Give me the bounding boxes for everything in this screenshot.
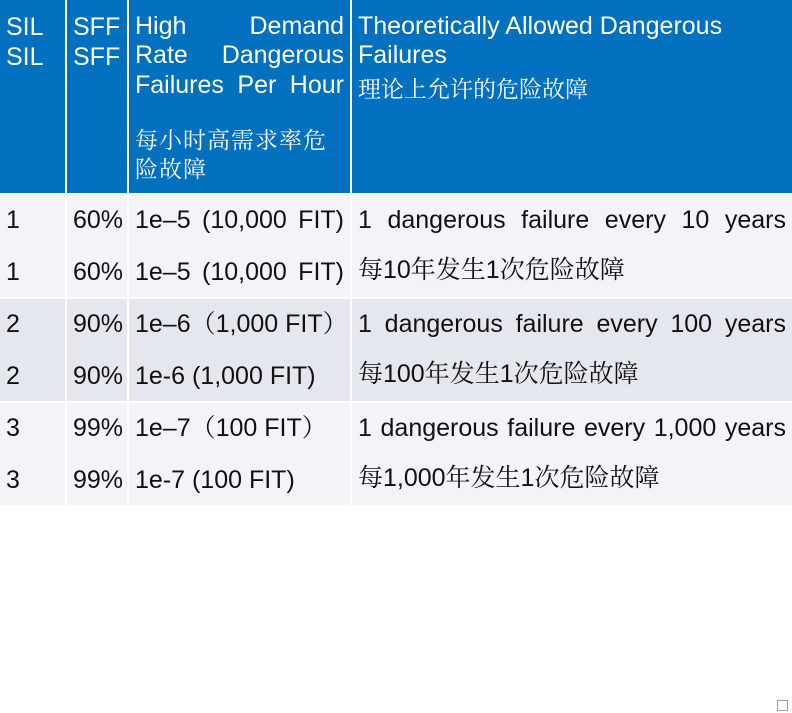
column-header-sff-en: SFF xyxy=(73,13,121,41)
cell-sil xyxy=(0,298,66,402)
cell-allowed xyxy=(351,402,792,506)
column-header-rate-en: High Demand Rate Dangerous Failures Per Hour xyxy=(135,12,344,99)
cell-allowed-zh: 每1,000年发生1次危险故障 xyxy=(358,464,660,493)
column-header-sil xyxy=(0,0,66,194)
cell-sil-line2: 3 xyxy=(6,466,20,495)
cell-allowed-en: 1 dangerous failure every 10 years xyxy=(358,206,786,235)
cell-rate-line2: 1e-6 (1,000 FIT) xyxy=(135,362,316,391)
column-header-sil-zh: SIL xyxy=(6,43,44,71)
cell-sff xyxy=(66,402,128,506)
column-header-allowed xyxy=(351,0,792,194)
cell-rate-line1: 1e–5 (10,000 FIT) xyxy=(135,206,344,235)
column-header-allowed-zh: 理论上允许的危险故障 xyxy=(358,75,588,102)
cell-sff-line1: 60% xyxy=(73,206,124,235)
cell-sff-line1: 99% xyxy=(73,414,124,443)
cell-rate-line1: 1e–6（1,000 FIT） xyxy=(135,310,348,339)
cell-allowed xyxy=(351,298,792,402)
column-header-allowed-en: Theoretically Allowed Dangerous Failures xyxy=(358,12,723,70)
cell-allowed-en: 1 dangerous failure every 100 years xyxy=(358,310,786,339)
cell-rate-line2: 1e–5 (10,000 FIT) xyxy=(135,258,344,287)
cell-sil xyxy=(0,194,66,298)
cell-sil xyxy=(0,402,66,506)
cell-allowed-en: 1 dangerous failure every 1,000 years xyxy=(358,414,786,443)
cell-rate xyxy=(128,298,351,402)
cell-rate xyxy=(128,194,351,298)
cell-allowed-zh: 每10年发生1次危险故障 xyxy=(358,256,625,285)
cell-allowed-zh: 每100年发生1次危险故障 xyxy=(358,360,639,389)
table-header xyxy=(0,0,792,194)
table-header-row xyxy=(0,0,792,194)
cell-sff-line2: 60% xyxy=(73,258,124,287)
cell-sff xyxy=(66,194,128,298)
column-header-sff xyxy=(66,0,128,194)
table-row xyxy=(0,194,792,298)
column-header-sff-zh: SFF xyxy=(73,43,121,71)
cell-sil-line2: 1 xyxy=(6,258,20,287)
cell-rate-line2: 1e-7 (100 FIT) xyxy=(135,466,295,495)
cell-sff xyxy=(66,298,128,402)
cell-sil-line1: 2 xyxy=(6,310,20,339)
cell-sil-line2: 2 xyxy=(6,362,20,391)
cell-sff-line2: 99% xyxy=(73,466,124,495)
column-header-rate xyxy=(128,0,351,194)
cell-sff-line1: 90% xyxy=(73,310,124,339)
cell-sil-line1: 1 xyxy=(6,206,20,235)
cell-sff-line2: 90% xyxy=(73,362,124,391)
resize-handle-icon[interactable] xyxy=(777,700,788,711)
column-header-rate-zh: 每小时高需求率危险故障 xyxy=(135,126,327,182)
table-row xyxy=(0,402,792,506)
cell-sil-line1: 3 xyxy=(6,414,20,443)
cell-allowed xyxy=(351,194,792,298)
cell-rate-line1: 1e–7（100 FIT） xyxy=(135,414,327,443)
cell-rate xyxy=(128,402,351,506)
table-body xyxy=(0,194,792,506)
column-header-sil-en: SIL xyxy=(6,13,44,41)
table-row xyxy=(0,298,792,402)
